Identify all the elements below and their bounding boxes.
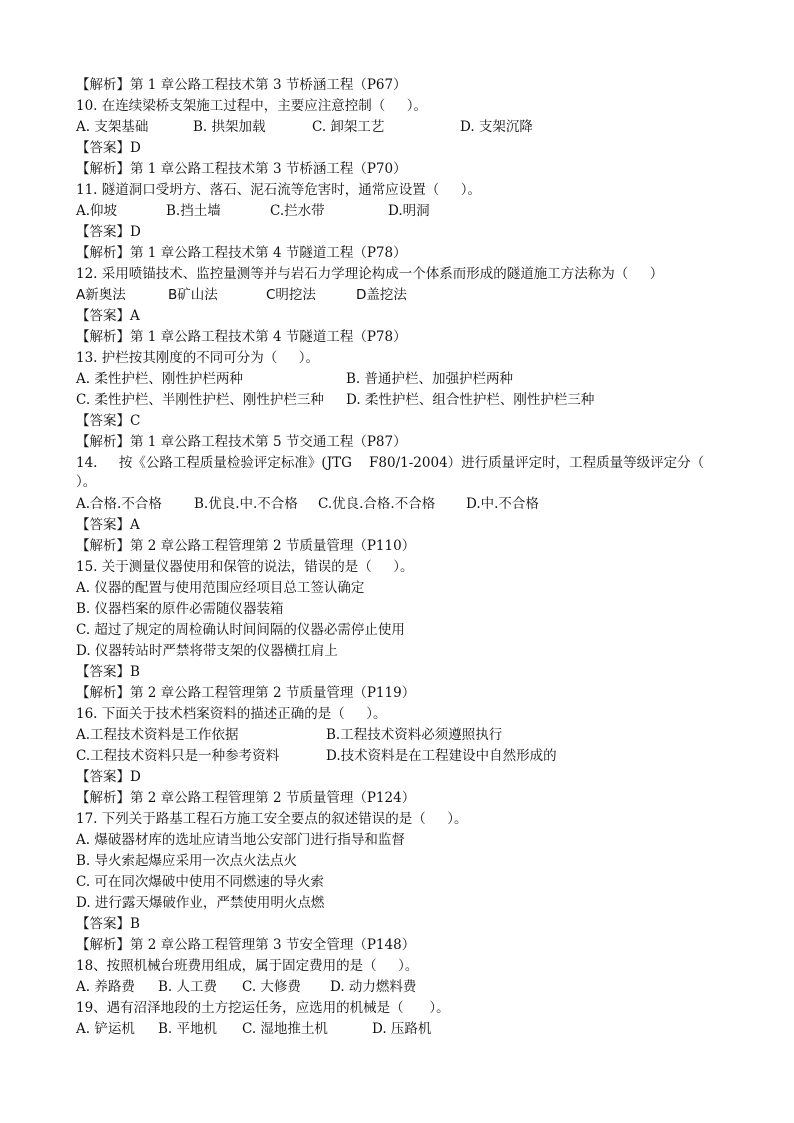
option-text: D盖挖法 <box>356 287 407 303</box>
option-text: C.拦水带 <box>270 203 325 219</box>
line-text: ）。 <box>76 474 97 490</box>
line-text: 14. 按《公路工程质量检验评定标准》(JTG F80/1-2004）进行质量评定时，工程质量等级评定分（ <box>76 455 705 471</box>
option-text: D.技术资料是在工程建设中自然形成的 <box>326 748 557 764</box>
option-text: C明挖法 <box>266 287 316 303</box>
line-text: 10. 在连续梁桥支架施工过程中，主要应注意控制（ ）。 <box>76 98 427 114</box>
option-text: A新奥法 <box>76 287 126 303</box>
line-text: 【答案】B <box>76 664 140 680</box>
line-text: 【答案】C <box>76 413 141 429</box>
option-text: B矿山法 <box>168 287 218 303</box>
line-text: 【解析】第 1 章公路工程技术第 5 节交通工程（P87） <box>76 434 407 450</box>
line-text: 【答案】D <box>76 224 141 240</box>
option-text: B.优良.中.不合格 <box>194 496 298 512</box>
line-text: 【解析】第 1 章公路工程技术第 4 节隧道工程（P78） <box>76 245 407 261</box>
option-text: B. 普通护栏、加强护栏两种 <box>346 371 514 387</box>
option-text: C. 大修费 <box>242 979 301 995</box>
option-text: B. 拱架加载 <box>193 119 266 135</box>
line-text: A. 仪器的配置与使用范围应经项目总工签认确定 <box>76 580 365 596</box>
line-text: 【答案】A <box>76 308 140 324</box>
option-text: D.中.不合格 <box>466 496 539 512</box>
line-text: 18、按照机械台班费用组成，属于固定费用的是（ ）。 <box>76 958 419 974</box>
option-text: C. 卸架工艺 <box>312 119 385 135</box>
option-text: A.仰坡 <box>76 203 118 219</box>
line-text: 【解析】第 2 章公路工程管理第 2 节质量管理（P110） <box>76 538 416 554</box>
option-text: C.工程技术资料只是一种参考资料 <box>76 748 280 764</box>
option-text: B.工程技术资料必须遵照执行 <box>326 727 503 743</box>
option-text: D.明洞 <box>388 203 430 219</box>
line-text: 19、遇有沼泽地段的土方挖运任务，应选用的机械是（ ）。 <box>76 1000 450 1016</box>
line-text: 【解析】第 2 章公路工程管理第 3 节安全管理（P148） <box>76 937 416 953</box>
option-text: C. 湿地推土机 <box>242 1021 328 1037</box>
option-text: A. 养路费 <box>76 979 135 995</box>
option-text: A. 支架基础 <box>76 119 149 135</box>
line-text: 【解析】第 2 章公路工程管理第 2 节质量管理（P124） <box>76 790 416 806</box>
line-text: 【答案】A <box>76 517 140 533</box>
line-text: 11. 隧道洞口受坍方、落石、泥石流等危害时，通常应设置（ ）。 <box>76 182 481 198</box>
line-text: 16. 下面关于技术档案资料的描述正确的是（ ）。 <box>76 706 387 722</box>
line-text: A. 爆破器材库的选址应请当地公安部门进行指导和监督 <box>76 832 405 848</box>
line-text: C. 超过了规定的周检确认时间间隔的仪器必需停止使用 <box>76 622 405 638</box>
option-text: B.挡土墙 <box>166 203 221 219</box>
line-text: 13. 护栏按其刚度的不同可分为（ ）。 <box>76 350 319 366</box>
line-text: B. 导火索起爆应采用一次点火法点火 <box>76 853 298 869</box>
option-text: D. 柔性护栏、组合性护栏、刚性护栏三种 <box>346 392 595 408</box>
option-text: B. 人工费 <box>158 979 218 995</box>
line-text: C. 可在同次爆破中使用不同燃速的导火索 <box>76 874 324 890</box>
line-text: D. 仪器转站时严禁将带支架的仪器横扛肩上 <box>76 643 338 659</box>
line-text: 15. 关于测量仪器使用和保管的说法，错误的是（ ）。 <box>76 559 414 575</box>
line-text: 【答案】B <box>76 916 140 932</box>
line-text: 【解析】第 1 章公路工程技术第 3 节桥涵工程（P67） <box>76 77 407 93</box>
line-text: 【解析】第 2 章公路工程管理第 2 节质量管理（P119） <box>76 685 416 701</box>
line-text: 【解析】第 1 章公路工程技术第 3 节桥涵工程（P70） <box>76 161 407 177</box>
option-text: D. 动力燃料费 <box>330 979 417 995</box>
option-text: D. 支架沉降 <box>460 119 533 135</box>
line-text: 【解析】第 1 章公路工程技术第 4 节隧道工程（P78） <box>76 329 407 345</box>
line-text: 【答案】D <box>76 140 141 156</box>
option-text: A. 铲运机 <box>76 1021 135 1037</box>
line-text: 【答案】D <box>76 769 141 785</box>
option-text: D. 压路机 <box>372 1021 432 1037</box>
option-text: A.工程技术资料是工作依据 <box>76 727 239 743</box>
line-text: B. 仪器档案的原件必需随仪器装箱 <box>76 601 284 617</box>
option-text: B. 平地机 <box>158 1021 218 1037</box>
line-text: D. 进行露天爆破作业，严禁使用明火点燃 <box>76 895 325 911</box>
option-text: C.优良.合格.不合格 <box>318 496 436 512</box>
option-text: A. 柔性护栏、刚性护栏两种 <box>76 371 243 387</box>
option-text: C. 柔性护栏、半刚性护栏、刚性护栏三种 <box>76 392 324 408</box>
option-text: A.合格.不合格 <box>76 496 162 512</box>
line-text: 17. 下列关于路基工程石方施工安全要点的叙述错误的是（ ）。 <box>76 811 468 827</box>
line-text: 12. 采用喷锚技术、监控量测等并与岩石力学理论构成一个体系而形成的隧道施工方法称为（ ） <box>76 266 664 282</box>
